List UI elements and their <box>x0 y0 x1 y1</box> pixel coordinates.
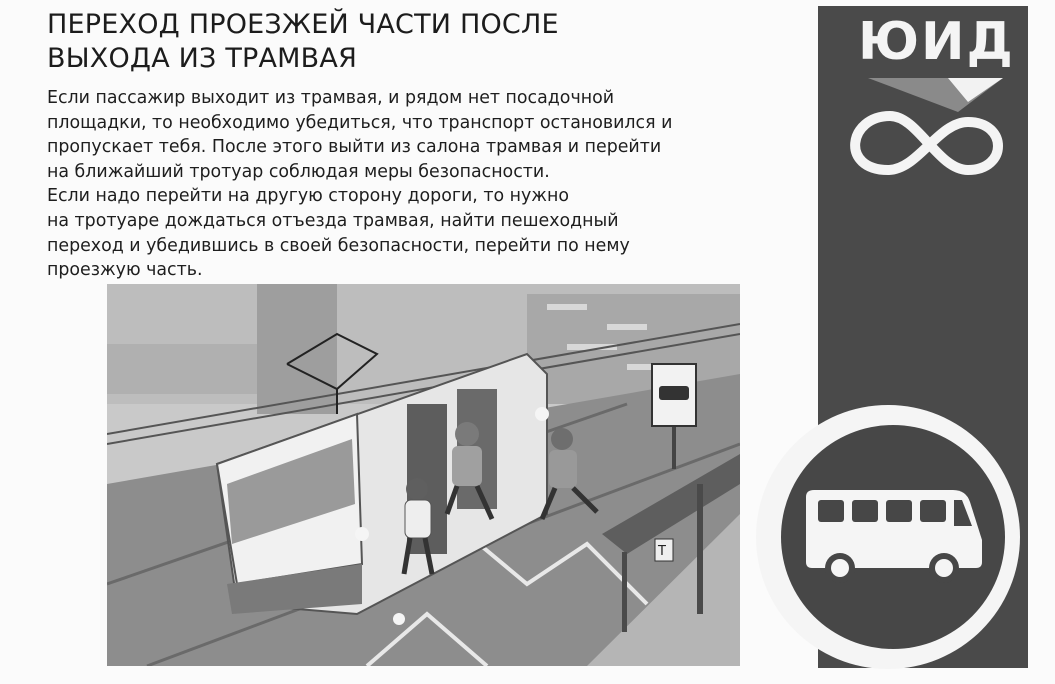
tram-scene-svg <box>107 284 740 666</box>
text-line: проезжую часть. <box>47 260 203 281</box>
page-title <box>47 8 687 76</box>
stop-sign-letter: Т <box>658 544 666 559</box>
instruction-text <box>47 86 767 283</box>
text-line: Если пассажир выходит из трамвая, и рядом нет посадочной <box>47 88 615 108</box>
text-line: переход и убедившись в своей безопасности, перейти по нему <box>47 235 630 256</box>
tram-stop-illustration <box>107 284 740 666</box>
text-line: на тротуаре дождаться отъезда трамвая, найти пешеходный <box>47 210 619 231</box>
title-line-1: ПЕРЕХОД ПРОЕЗЖЕЙ ЧАСТИ ПОСЛЕ <box>47 9 559 40</box>
text-line: Если надо перейти на другую сторону дороги, то нужно <box>47 186 569 207</box>
title-line-2: ВЫХОДА ИЗ ТРАМВАЯ <box>47 43 358 74</box>
bus-sign <box>748 402 1038 676</box>
yuid-logo-text: ЮИД <box>858 12 1015 72</box>
text-line: пропускает тебя. После этого выйти из салона трамвая и перейти <box>47 137 662 158</box>
text-line: площадки, то необходимо убедиться, что транспорт остановился и <box>47 112 673 133</box>
bicycle-infinity-icon <box>828 72 1028 186</box>
text-line: на ближайший тротуар соблюдая меры безопасности. <box>47 161 550 182</box>
